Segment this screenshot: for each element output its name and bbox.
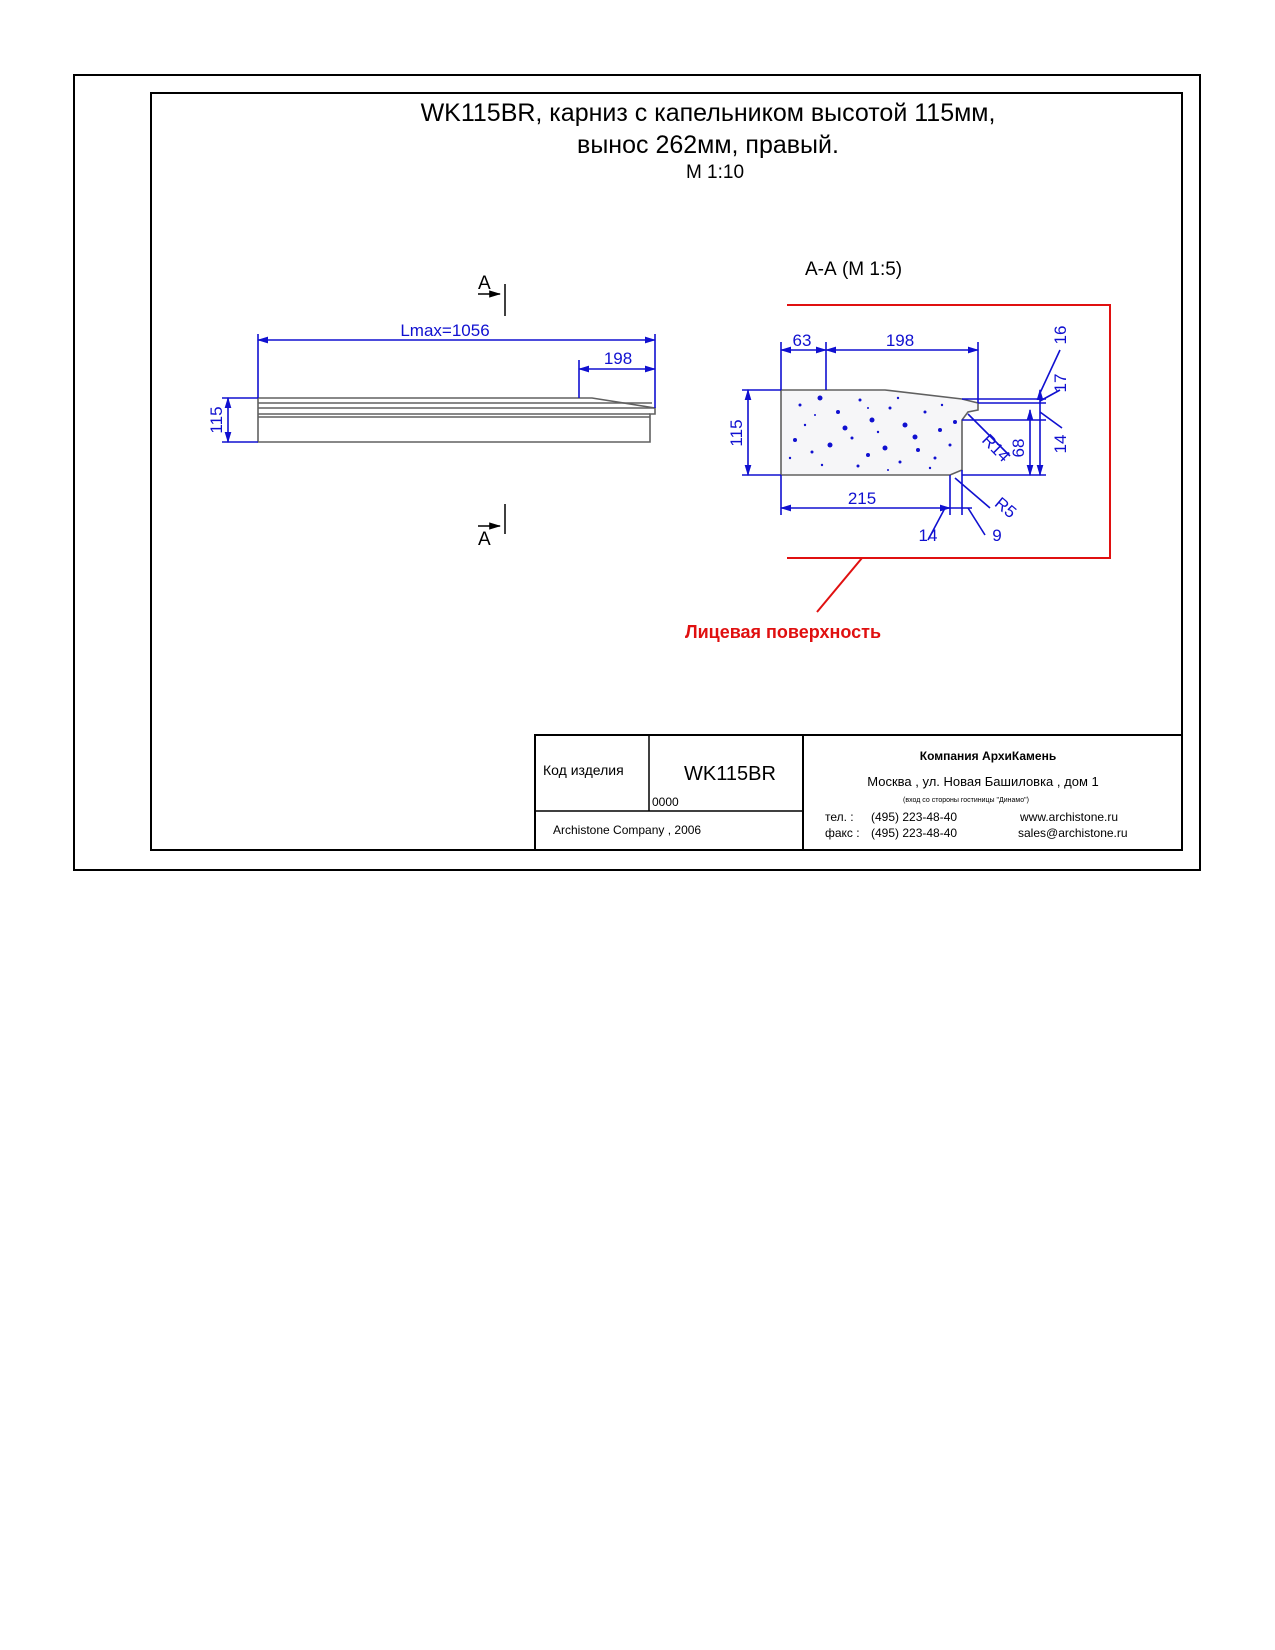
- product-code-value: WK115BR: [684, 763, 776, 785]
- dim-63: 63: [792, 331, 812, 350]
- radius-r14: R14: [978, 430, 1014, 466]
- front-height-dimension: 115: [207, 406, 226, 434]
- section-height-dimension: 115: [727, 419, 746, 447]
- length-dimension: Lmax=1056: [400, 321, 490, 340]
- title-scale: М 1:10: [685, 162, 745, 183]
- dim-198: 198: [885, 331, 915, 350]
- front-view: [207, 273, 655, 550]
- dim-14-bottom: 14: [918, 526, 938, 545]
- cut-mark-top: А: [478, 273, 491, 294]
- fax-label: факс :: [825, 826, 860, 840]
- face-surface-label: Лицевая поверхность: [684, 622, 882, 642]
- inner-frame: [151, 93, 1182, 850]
- overhang-dimension: 198: [603, 349, 633, 368]
- product-code-label: Код изделия: [543, 762, 624, 778]
- tel-number: (495) 223-48-40: [871, 810, 958, 824]
- product-code-number: 0000: [652, 795, 679, 809]
- section-view: [685, 305, 1110, 642]
- dim-14-right: 14: [1051, 434, 1070, 454]
- tel-label: тел. :: [825, 810, 854, 824]
- dim-17: 17: [1051, 373, 1070, 393]
- website-link[interactable]: www.archistone.ru: [1020, 810, 1119, 824]
- address-note: (вход со стороны гостиницы "Динамо"): [903, 797, 1029, 804]
- copyright-text: Archistone Company , 2006: [553, 823, 702, 837]
- section-label: А-А (М 1:5): [805, 259, 903, 280]
- title-line-1: WK115BR, карниз с капельником высотой 115мм,: [420, 99, 996, 127]
- front-view-outline: [258, 398, 655, 442]
- title-block: [535, 735, 1182, 850]
- section-profile: [781, 390, 978, 475]
- dim-9: 9: [992, 526, 1002, 545]
- company-name: Компания АрхиКамень: [919, 749, 1057, 763]
- title-line-2: вынос 262мм, правый.: [577, 131, 839, 159]
- dim-215: 215: [847, 489, 877, 508]
- cut-mark-bottom: А: [478, 529, 491, 550]
- dim-16: 16: [1051, 325, 1070, 345]
- fax-number: (495) 223-48-40: [871, 826, 958, 840]
- company-address: Москва , ул. Новая Башиловка , дом 1: [867, 774, 1099, 789]
- radius-r5: R5: [991, 493, 1020, 523]
- email-link[interactable]: sales@archistone.ru: [1018, 826, 1128, 840]
- dim-68: 68: [1009, 438, 1028, 458]
